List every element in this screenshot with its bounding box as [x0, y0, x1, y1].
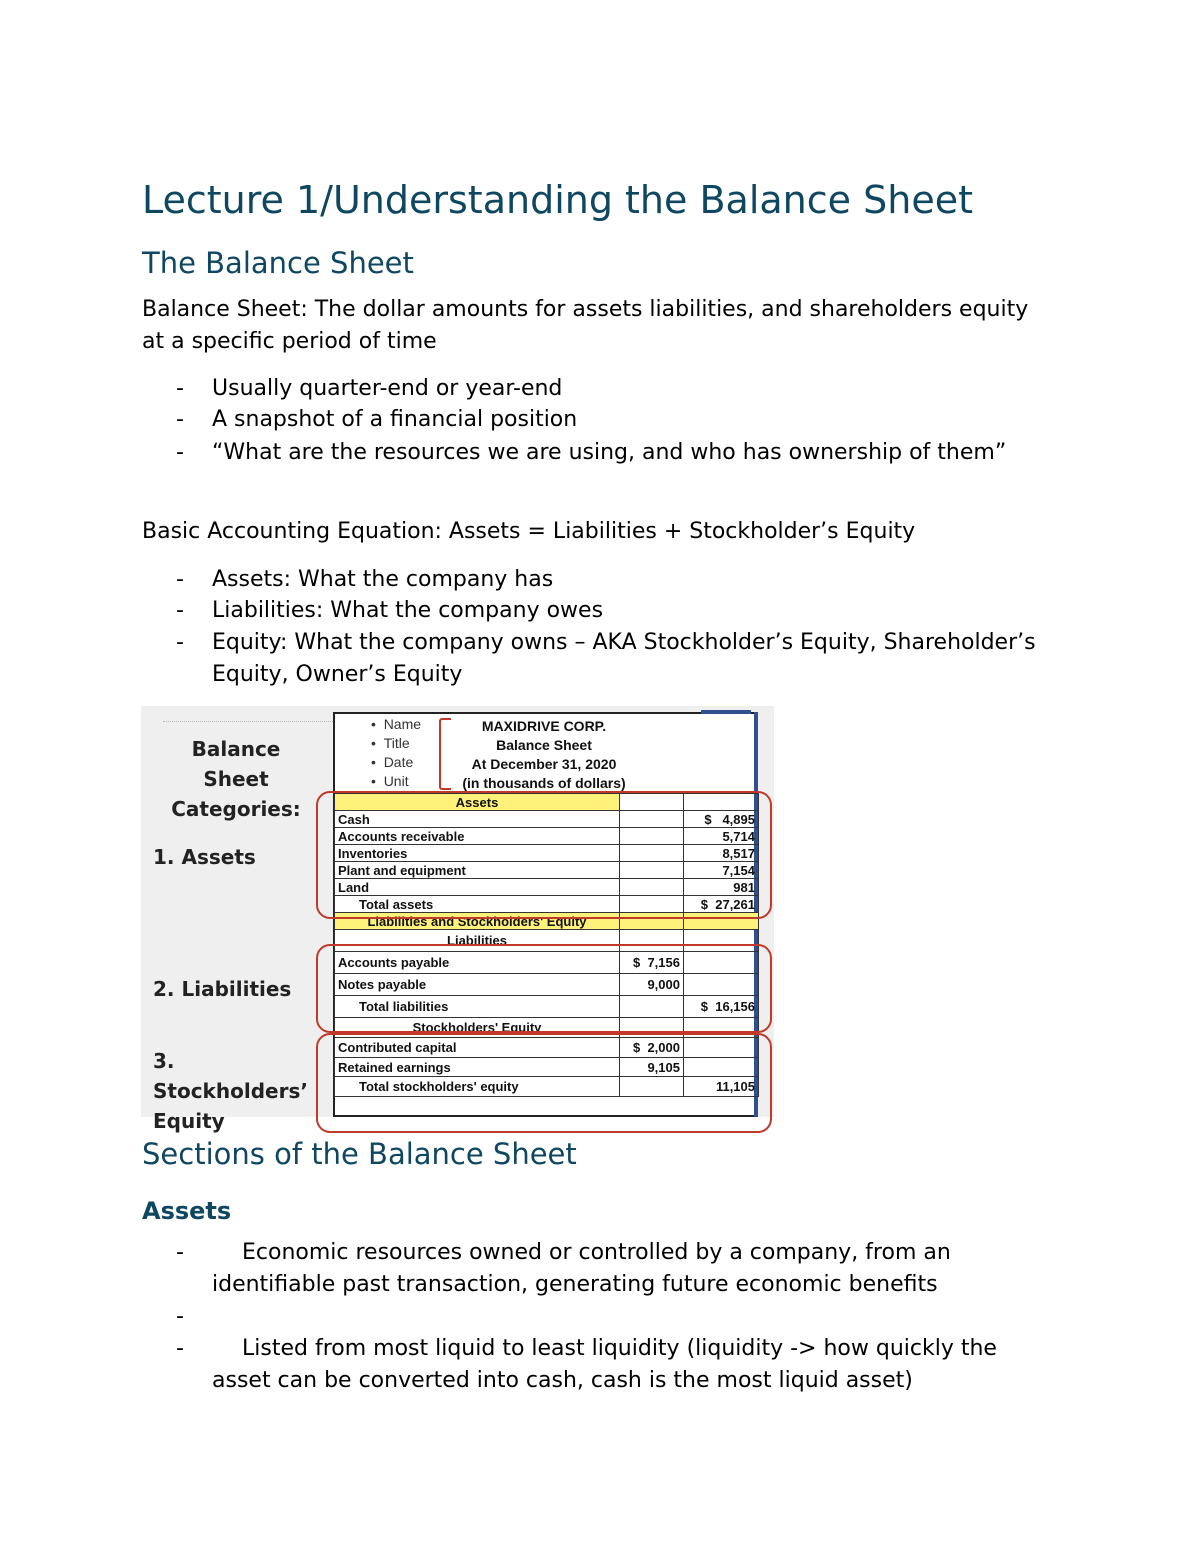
table-row: Cash $ 4,895 [335, 811, 759, 828]
statement-title: Balance Sheet [496, 737, 592, 753]
section-heading-balance-sheet: The Balance Sheet [142, 246, 414, 280]
table-row: Notes payable 9,000 [335, 974, 759, 996]
table-row: Total assets $ 27,261 [335, 896, 759, 913]
table-row: Accounts payable $ 7,156 [335, 952, 759, 974]
table-row: Land 981 [335, 879, 759, 896]
table-row: Stockholders' Equity [335, 1018, 759, 1038]
table-row: Retained earnings 9,105 [335, 1058, 759, 1077]
bullet-dash: - [176, 1336, 184, 1361]
bullet-dash: - [176, 1304, 184, 1329]
category-liabilities: 2. Liabilities [153, 977, 292, 1001]
table-row: Accounts receivable 5,714 [335, 828, 759, 845]
frame-accent [701, 710, 751, 714]
table-row: Total liabilities $ 16,156 [335, 996, 759, 1018]
table-row: Plant and equipment 7,154 [335, 862, 759, 879]
equation-paragraph: Basic Accounting Equation: Assets = Liabilities + Stockholder’s Equity [142, 519, 916, 544]
header-item: • Title [371, 735, 410, 751]
table-row: Liabilities [335, 930, 759, 952]
brace-bracket [439, 718, 451, 790]
figure-left-title: Balance Sheet Categories: [171, 737, 301, 821]
assets-highlight-outline [316, 791, 772, 919]
equity-highlight-outline [316, 1033, 772, 1133]
section-heading-sections: Sections of the Balance Sheet [142, 1137, 577, 1171]
table-row: Contributed capital $ 2,000 [335, 1038, 759, 1058]
statement-unit: (in thousands of dollars) [462, 775, 626, 791]
bullet-dash: - [176, 440, 184, 465]
bullet-dash: - [176, 598, 184, 623]
statement-date: At December 31, 2020 [471, 756, 617, 772]
table-row: Liabilities and Stockholders' Equity [335, 913, 759, 930]
company-name: MAXIDRIVE CORP. [481, 718, 607, 734]
bullet-dash: - [176, 1240, 184, 1265]
header-item: • Unit [371, 773, 409, 789]
page-title: Lecture 1/Understanding the Balance Sheet [142, 178, 973, 222]
table-row: Total stockholders' equity 11,105 [335, 1077, 759, 1097]
document-page: Lecture 1/Understanding the Balance Sheet The Balance Sheet Balance Sheet: The dollar amounts for assets liabilities, and shareholders equity at a specific period of time - Usually quarter-end or year-end - A snapshot of a financial position - “What are the resources we are using, and who has ownership of them” Basic Accounting Equation: Assets = Liabilities + Stockholder’s Equity - Assets: What the company has - Liabilities: What the company owes - Equity: What the company owns – AKA Stockholder’s Equity, Shareholder’s Equity, Owner’s Equity Balance Sheet Categories: 1. Assets 2. Liabilities 3. Stockholders’ Equity • Name • Title • Date • Unit MAXIDRIVE CORP. Balance Sheet At December 31, 2020 (in thousands of dollars) Assets Cash $ 4,895 Accounts receivable 5,714 Inventories 8,517 Plant and equipment 7,154 Land 981 Total assets $ 27,261 Liabilities and Stockholders' Equity Liabilities Accounts payable $ 7,156 Notes payable 9,000 Total liabilities $ 16,156 Stockholders' Equity Contributed capital $ 2,000 Retained earnings 9,105 Total stockholders' equity 11,105 Sections of the Balance Sheet Assets - Economic resources owned or controlled by a company, from an identifiable past transaction, generating future economic benefits - - Listed from most liquid to least liquidity (liquidity -> how quickly the asset can be converted into cash, cash is the most liquid asset) [0, 0, 1200, 1553]
liabilities-highlight-outline [316, 944, 772, 1033]
bullet-dash: - [176, 630, 184, 655]
bullet-dash: - [176, 376, 184, 401]
bullet-dash: - [176, 567, 184, 592]
category-assets: 1. Assets [153, 845, 256, 869]
subheading-assets: Assets [142, 1197, 232, 1225]
bullet-dash: - [176, 407, 184, 432]
category-equity: 3. Stockholders’ Equity [153, 1049, 308, 1133]
table-row: Inventories 8,517 [335, 845, 759, 862]
balance-sheet-figure [141, 706, 774, 1133]
header-item: • Date [371, 754, 414, 770]
header-item: • Name [371, 716, 422, 732]
table-row: Assets [335, 794, 759, 811]
definition-paragraph: Balance Sheet: The dollar amounts for assets liabilities, and shareholders equity at a specific period of time [142, 297, 1029, 354]
